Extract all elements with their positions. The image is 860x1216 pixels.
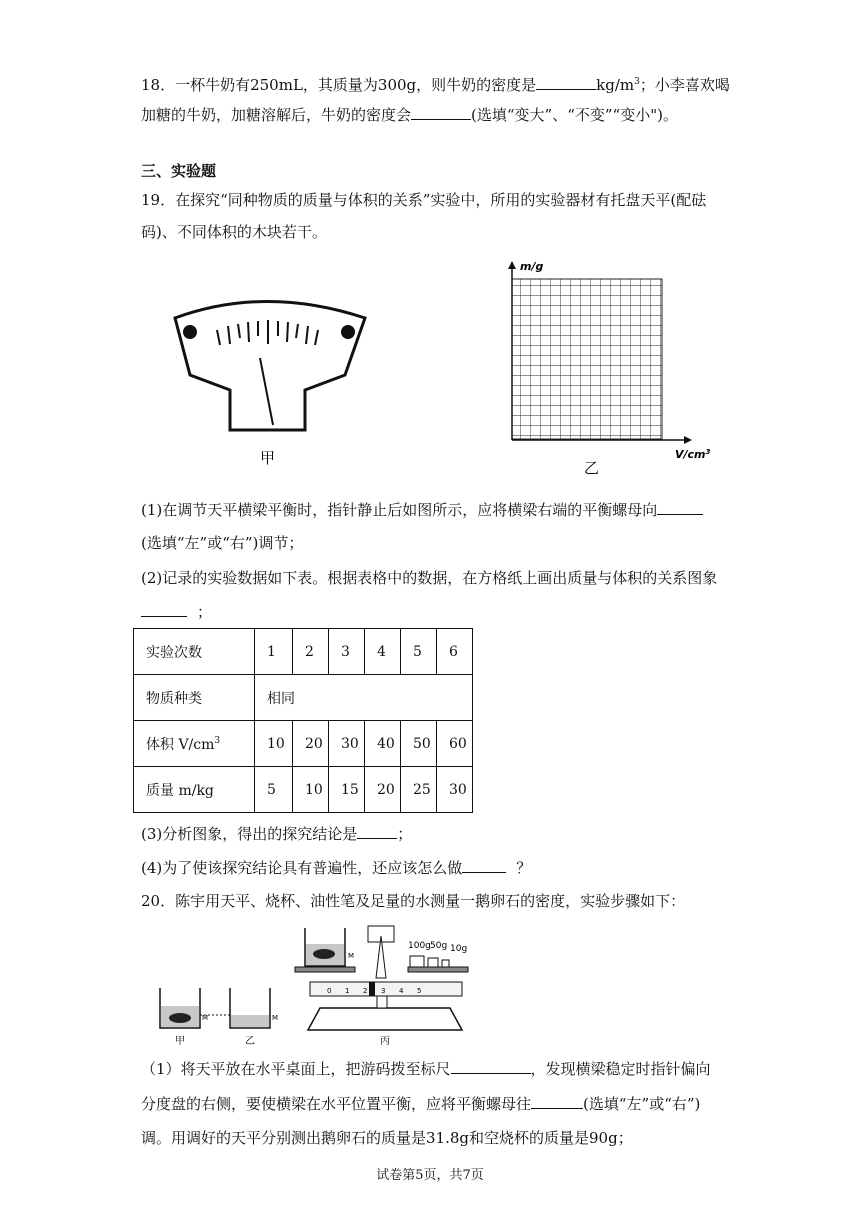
- svg-text:4: 4: [399, 987, 404, 995]
- q19-p1-line1: (1)在调节天平横梁平衡时，指针静止后如图所示，应将横梁右端的平衡螺母向: [141, 499, 703, 521]
- y-axis-arrow: [508, 261, 516, 269]
- table-row: [134, 629, 473, 675]
- q19-p4: (4)为了使该探究结论具有普遍性，还应该怎么做 ？: [141, 859, 532, 877]
- rider: [369, 982, 375, 996]
- svg-text:V/cm3: [675, 448, 711, 461]
- table-row: [134, 767, 473, 813]
- experiment-data-table: [133, 628, 473, 813]
- svg-text:2: 2: [363, 987, 368, 995]
- weight-100g: [410, 956, 424, 967]
- q19-p2-line1: (2)记录的实验数据如下表。根据表格中的数据，在方格纸上画出质量与体积的关系图象: [141, 569, 718, 587]
- page-footer: 试卷第5页，共7页: [376, 1168, 484, 1183]
- q18-blank-1[interactable]: [536, 75, 596, 90]
- q18-blank-2[interactable]: [411, 105, 471, 120]
- table-cell: 20: [293, 721, 329, 767]
- weight-10g: [442, 960, 449, 967]
- table-cell: 5: [255, 767, 293, 813]
- table-cell: 15: [329, 767, 365, 813]
- svg-text:5: 5: [417, 987, 422, 995]
- table-cell: 1: [255, 629, 293, 675]
- q20-line1: 20．陈宇用天平、烧杯、油性笔及足量的水测量一鹅卵石的密度，实验步骤如下：: [141, 892, 686, 910]
- x-axis-label: V/cm: [675, 448, 706, 461]
- q19-line1: 19．在探究“同种物质的质量与体积的关系”实验中，所用的实验器材有托盘天平(配砝: [141, 191, 707, 209]
- table-cell: 5: [401, 629, 437, 675]
- x-axis-arrow: [684, 436, 692, 444]
- fig-label-jia-20: 甲: [175, 1036, 185, 1047]
- table-cell: 2: [293, 629, 329, 675]
- balance-base: [308, 1008, 462, 1030]
- beam-scale: [310, 982, 462, 996]
- section-heading: 三、实验题: [141, 162, 217, 180]
- q19-p3: (3)分析图象，得出的探究结论是 ；: [141, 825, 413, 843]
- table-header-cell: 质量 m/kg: [134, 767, 255, 813]
- table-cell: 60: [437, 721, 473, 767]
- svg-text:10g: 10g: [450, 944, 468, 954]
- table-row: [134, 721, 473, 767]
- grid-squares: [512, 279, 662, 439]
- table-header-cell: 物质种类: [134, 675, 255, 721]
- q18-line1: 18．一杯牛奶有250mL，其质量为300g，则牛奶的密度是 $kg/m^3$；小李喜欢喝: [141, 76, 730, 94]
- beaker-mark-yi: M: [272, 1014, 279, 1022]
- beaker-mark-jia: M: [202, 1014, 209, 1022]
- table-cell: 40: [365, 721, 401, 767]
- y-axis-label: m/g: [520, 260, 544, 273]
- left-pan: [295, 967, 355, 972]
- table-cell: 相同: [255, 675, 473, 721]
- table-header-cell: 体积 $V/cm^3$: [134, 721, 255, 767]
- pebble-jia: [169, 1013, 191, 1023]
- grid-paper-figure: [490, 255, 730, 477]
- x-axis-label-sup: 3: [705, 448, 711, 456]
- pebble-on-pan: [313, 949, 335, 959]
- svg-text:3: 3: [381, 987, 386, 995]
- right-pan: [408, 967, 468, 972]
- dial-right-dot: [341, 325, 355, 339]
- q19-p2-line2: ；: [141, 601, 212, 623]
- q20-p1-line2: 分度盘的右侧，要使横梁在水平位置平衡，应将平衡螺母往 (选填“左”或“右”): [141, 1095, 701, 1113]
- dial-pointer: [260, 358, 273, 425]
- beaker-balance-figure: [150, 918, 480, 1050]
- dial-left-dot: [183, 325, 197, 339]
- q20-p1-line1: （1）将天平放在水平桌面上，把游码拨至标尺 ，发现横梁稳定时指针偏向: [141, 1060, 711, 1078]
- q20-blank-2[interactable]: [531, 1094, 583, 1109]
- q19-blank-1[interactable]: [657, 500, 703, 515]
- q19-blank-2[interactable]: [141, 602, 187, 617]
- fig-label-bing-20: 丙: [380, 1036, 390, 1047]
- beaker-yi-water: [231, 1015, 269, 1027]
- weight-50g: [428, 958, 438, 967]
- q20-blank-1[interactable]: [451, 1059, 531, 1074]
- q19-line2: 码)、不同体积的木块若干。: [141, 223, 327, 241]
- svg-text:100g: 100g: [408, 941, 431, 951]
- balance-dial-figure: [140, 250, 440, 480]
- q19-blank-4[interactable]: [462, 858, 506, 873]
- table-cell: 10: [293, 767, 329, 813]
- table-cell: 50: [401, 721, 437, 767]
- table-cell: 3: [329, 629, 365, 675]
- q20-p1-line3: 调。用调好的天平分别测出鹅卵石的质量是31.8g和空烧杯的质量是90g；: [141, 1129, 633, 1147]
- table-cell: 4: [365, 629, 401, 675]
- svg-text:0: 0: [327, 987, 332, 995]
- table-cell: 30: [437, 767, 473, 813]
- q19-p1-line2: (选填“左”或“右”)调节；: [141, 534, 304, 552]
- dial-ticks: [217, 320, 318, 345]
- svg-text:1: 1: [345, 987, 350, 995]
- table-cell: 10: [255, 721, 293, 767]
- fig-label-yi-20: 乙: [245, 1036, 255, 1047]
- table-cell: 25: [401, 767, 437, 813]
- fig-label-yi: 乙: [584, 459, 600, 477]
- table-cell: 30: [329, 721, 365, 767]
- table-cell: 20: [365, 767, 401, 813]
- beaker-mark-bing: M: [348, 952, 355, 960]
- table-cell: 6: [437, 629, 473, 675]
- q18-line2: 加糖的牛奶，加糖溶解后，牛奶的密度会 (选填“变大”、“不变”“变小")。: [141, 106, 678, 124]
- svg-text:50g: 50g: [430, 941, 448, 951]
- table-row: [134, 675, 473, 721]
- fig-label-jia: 甲: [260, 449, 276, 467]
- table-header-cell: 实验次数: [134, 629, 255, 675]
- q19-blank-3[interactable]: [357, 824, 397, 839]
